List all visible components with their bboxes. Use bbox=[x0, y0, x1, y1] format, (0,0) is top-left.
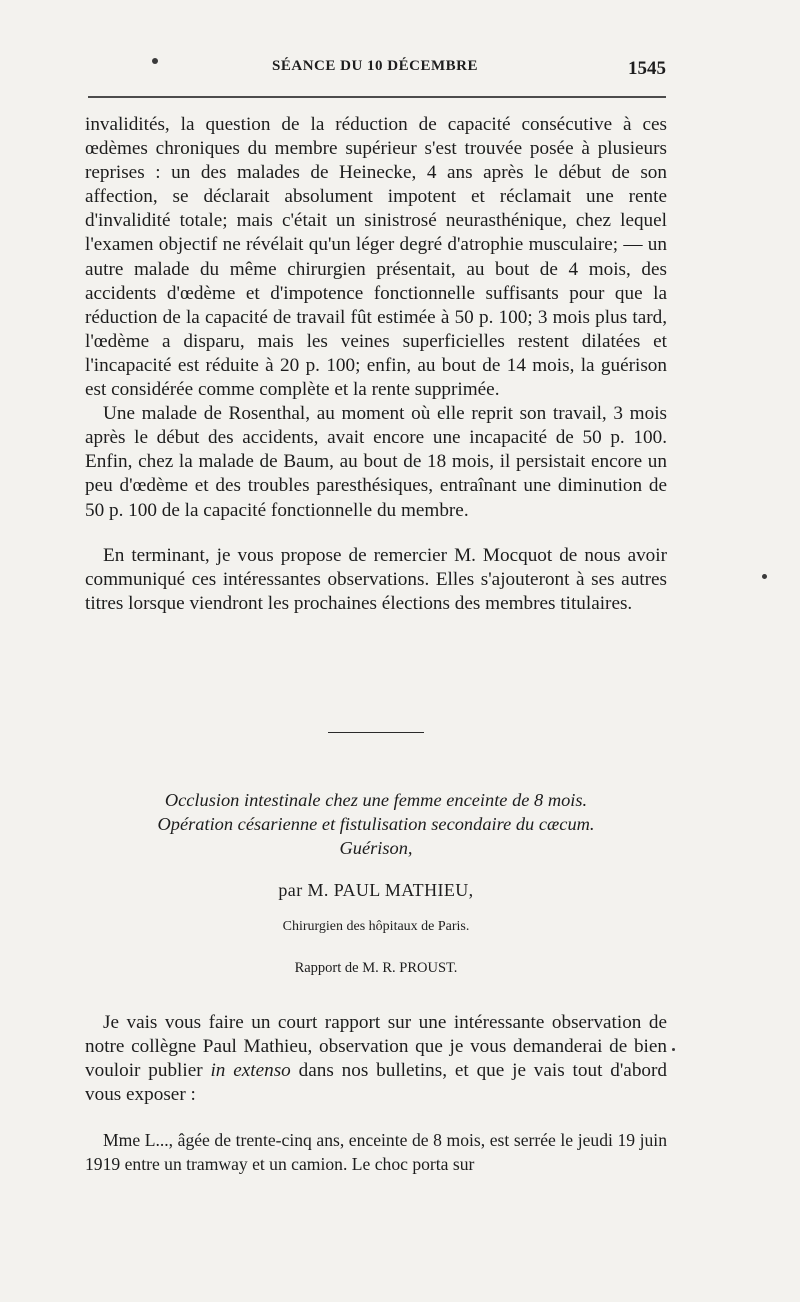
header-rule bbox=[88, 96, 666, 98]
running-title: SÉANCE DU 10 DÉCEMBRE bbox=[272, 58, 478, 74]
author-byline: par M. PAUL MATHIEU, bbox=[278, 880, 474, 900]
article-title-line-2: Opération césarienne et fistulisation secondaire du cæcum. bbox=[157, 814, 595, 834]
paragraph-intro bbox=[85, 1011, 667, 1107]
author-affiliation: Chirurgien des hôpitaux de Paris. bbox=[282, 919, 470, 934]
article-title-line-1: Occlusion intestinale chez une femme enceinte de 8 mois. bbox=[164, 790, 588, 810]
case-report bbox=[85, 1128, 667, 1176]
running-head bbox=[84, 58, 666, 86]
print-speck bbox=[762, 574, 767, 579]
intro-text-before: Je vais vous faire un court rapport sur une intéressante observation de notre collègne Paul Mathieu, observation que je vous demanderai de bien vouloir publier bbox=[85, 1012, 667, 1082]
paragraph-invalidites: invalidités, la question de la réduction de capacité consécutive à ces œdèmes chroniques du membre supérieur s'est trouvée posée à plusieurs reprises : un des malades de Heinecke, 4 ans après le début de son affection, se déclarait absolument impotent et réclamait une rente d'invalidité totale; mais c'était un sinistrosé neurasthénique, chez lequel l'examen objectif ne révélait qu'un léger degré d'atrophie musculaire; — un autre malade du même chirurgien présentait, au bout de 4 mois, des accidents d'œdème et d'impotence fonctionnelle suffisants pour que la réduction de la capacité de travail fût estimée à 50 p. 100; 3 mois plus tard, l'œdème a disparu, mais les veines superficielles restent dilatées et l'incapacité est réduite à 20 p. 100; enfin, au bout de 14 mois, la guérison est considérée comme complète et la rente supprimée. bbox=[85, 114, 667, 401]
section-separator bbox=[328, 732, 424, 733]
rapporteur-line: Rapport de M. R. PROUST. bbox=[294, 960, 458, 976]
article-title bbox=[85, 788, 667, 860]
paragraph-gap bbox=[85, 523, 667, 544]
report-intro bbox=[85, 1011, 667, 1107]
print-speck bbox=[152, 58, 158, 64]
paragraph-case: Mme L..., âgée de trente-cinq ans, enceinte de 8 mois, est serrée le jeudi 19 juin 1919 entre un tramway et un camion. Le choc porta sur bbox=[85, 1130, 667, 1174]
paragraph-conclusion: En terminant, je vous propose de remercier M. Mocquot de nous avoir communiqué ces intéressantes observations. Elles s'ajouteront à ses autres titres lorsque viendront les prochaines élections des membres titulaires. bbox=[85, 544, 667, 614]
intro-text-after: dans nos bulletins, et que je vais tout d'abord vous exposer : bbox=[85, 1060, 667, 1106]
intro-italic-phrase: in extenso bbox=[210, 1060, 291, 1082]
article-title-line-3: Guérison, bbox=[339, 838, 413, 858]
page-number: 1545 bbox=[628, 58, 666, 79]
report-body bbox=[85, 113, 667, 616]
print-speck bbox=[672, 1048, 675, 1051]
paragraph-rosenthal: Une malade de Rosenthal, au moment où elle reprit son travail, 3 mois après le début des accidents, avait encore une incapacité de 50 p. 100. Enfin, chez la malade de Baum, au bout de 18 mois, il persistait encore un peu d'œdème et des troubles paresthésiques, entraînant une diminution de 50 p. 100 de la capacité fonctionnelle du membre. bbox=[85, 403, 667, 521]
